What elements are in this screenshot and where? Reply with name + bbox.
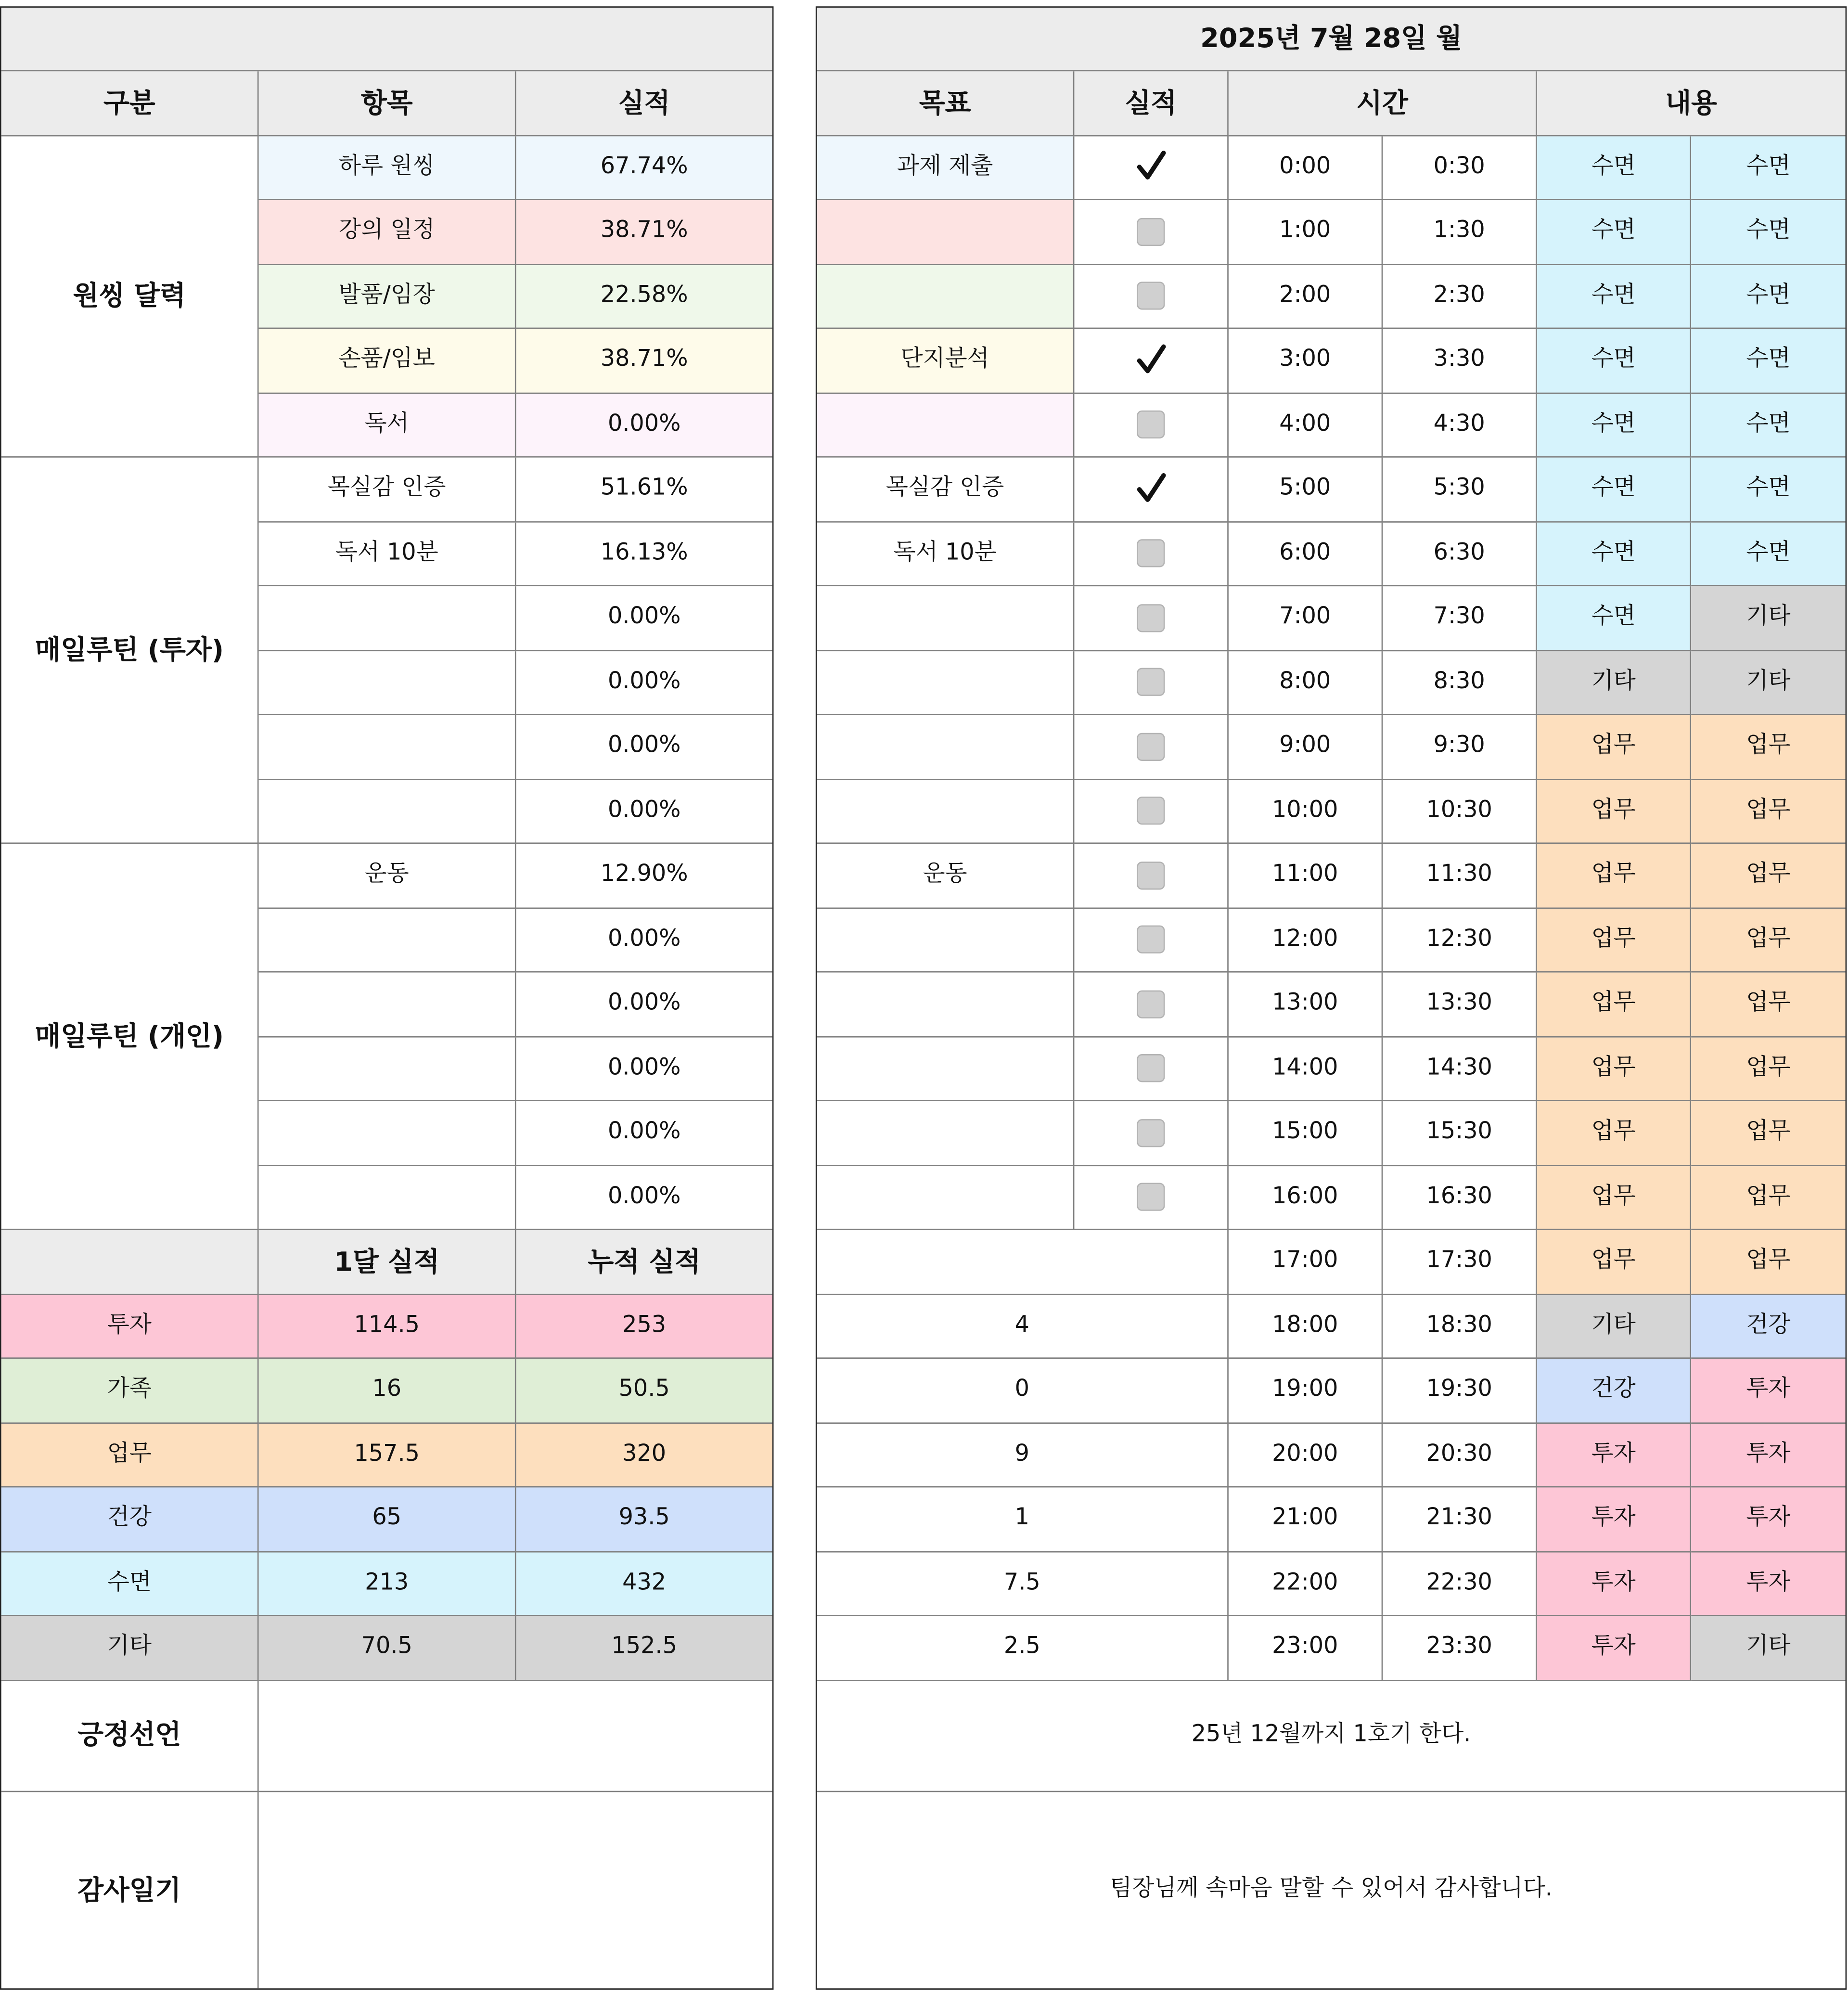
category-label: 매일루틴 (개인) (1, 844, 259, 1230)
summary-month-value: 114.5 (259, 1294, 516, 1359)
checkbox-icon[interactable] (1137, 604, 1165, 632)
goal-cell[interactable] (817, 908, 1074, 973)
time-slot: 0:30 (1383, 136, 1537, 200)
goal-cell[interactable]: 목실감 인증 (817, 458, 1074, 522)
summary-hours: 9 (817, 1423, 1228, 1488)
checkmark-icon[interactable] (1134, 473, 1168, 506)
time-slot: 14:00 (1229, 1037, 1383, 1101)
check-cell[interactable] (1074, 1037, 1228, 1101)
item-label: 손품/임보 (259, 329, 516, 393)
summary-total-value: 152.5 (516, 1616, 772, 1681)
item-value: 0.00% (516, 1101, 772, 1166)
summary-hours: 2.5 (817, 1616, 1228, 1681)
summary-month-value: 213 (259, 1552, 516, 1616)
summary-title-bar (1, 8, 772, 71)
activity-cell[interactable]: 기타 (1691, 586, 1845, 651)
activity-cell[interactable]: 투자 (1691, 1423, 1845, 1488)
activity-cell[interactable]: 수면 (1691, 136, 1845, 200)
affirmation-text: 25년 12월까지 1호기 한다. (817, 1681, 1845, 1791)
goal-cell[interactable] (817, 265, 1074, 329)
check-cell[interactable] (1074, 586, 1228, 651)
activity-cell[interactable]: 업무 (1691, 844, 1845, 908)
gratitude-label: 감사일기 (1, 1791, 259, 1988)
item-label (259, 1166, 516, 1230)
item-label: 독서 (259, 393, 516, 458)
activity-cell[interactable]: 기타 (1537, 1294, 1691, 1359)
activity-cell[interactable]: 수면 (1691, 458, 1845, 522)
activity-cell[interactable]: 업무 (1691, 1166, 1845, 1230)
activity-cell[interactable]: 기타 (1537, 651, 1691, 715)
time-slot: 10:00 (1229, 779, 1383, 844)
time-slot: 22:30 (1383, 1552, 1537, 1616)
item-label: 하루 원씽 (259, 136, 516, 200)
activity-cell[interactable]: 수면 (1537, 136, 1691, 200)
summary-header: 누적 실적 (516, 1230, 772, 1295)
activity-cell[interactable]: 수면 (1691, 522, 1845, 586)
item-label (259, 973, 516, 1037)
affirmation-label: 긍정선언 (1, 1681, 259, 1791)
activity-cell[interactable]: 업무 (1691, 973, 1845, 1037)
summary-category: 투자 (1, 1294, 259, 1359)
time-slot: 17:00 (1229, 1230, 1383, 1295)
item-value: 38.71% (516, 329, 772, 393)
time-slot: 20:00 (1229, 1423, 1383, 1488)
time-slot: 23:30 (1383, 1616, 1537, 1681)
item-value: 0.00% (516, 973, 772, 1037)
category-label: 매일루틴 (투자) (1, 458, 259, 844)
checkbox-icon[interactable] (1137, 218, 1165, 245)
time-slot: 16:00 (1229, 1166, 1383, 1230)
summary-panel (0, 6, 773, 1990)
activity-cell[interactable]: 업무 (1537, 1166, 1691, 1230)
goal-cell[interactable] (817, 1166, 1074, 1230)
activity-cell[interactable]: 투자 (1537, 1616, 1691, 1681)
time-slot: 15:00 (1229, 1101, 1383, 1166)
time-slot: 8:30 (1383, 651, 1537, 715)
time-slot: 4:30 (1383, 393, 1537, 458)
goal-cell[interactable] (817, 715, 1074, 780)
summary-month-value: 157.5 (259, 1423, 516, 1488)
time-slot: 5:00 (1229, 458, 1383, 522)
time-slot: 7:30 (1383, 586, 1537, 651)
summary-header: 1달 실적 (259, 1230, 516, 1295)
item-label (259, 715, 516, 780)
activity-cell[interactable]: 수면 (1691, 329, 1845, 393)
summary-month-value: 16 (259, 1359, 516, 1423)
checkbox-icon[interactable] (1137, 862, 1165, 889)
checkbox-icon[interactable] (1137, 540, 1165, 567)
summary-category: 수면 (1, 1552, 259, 1616)
item-value: 12.90% (516, 844, 772, 908)
item-value: 0.00% (516, 779, 772, 844)
summary-total-value: 320 (516, 1423, 772, 1488)
activity-cell[interactable]: 업무 (1537, 1101, 1691, 1166)
column-header: 항목 (259, 71, 516, 136)
item-value: 0.00% (516, 651, 772, 715)
item-label (259, 1037, 516, 1101)
activity-cell[interactable]: 업무 (1691, 1101, 1845, 1166)
time-slot: 5:30 (1383, 458, 1537, 522)
activity-cell[interactable]: 건강 (1691, 1294, 1845, 1359)
summary-hours (817, 1230, 1228, 1295)
activity-cell[interactable]: 수면 (1537, 458, 1691, 522)
time-slot: 0:00 (1229, 136, 1383, 200)
item-value: 0.00% (516, 1166, 772, 1230)
item-label: 독서 10분 (259, 522, 516, 586)
item-value: 22.58% (516, 265, 772, 329)
time-slot: 2:00 (1229, 265, 1383, 329)
time-slot: 17:30 (1383, 1230, 1537, 1295)
checkbox-icon[interactable] (1137, 733, 1165, 760)
item-label: 목실감 인증 (259, 458, 516, 522)
activity-cell[interactable]: 업무 (1691, 1230, 1845, 1295)
category-label: 원씽 달력 (1, 136, 259, 458)
time-slot: 3:00 (1229, 329, 1383, 393)
activity-cell[interactable]: 투자 (1691, 1487, 1845, 1552)
summary-hours: 0 (817, 1359, 1228, 1423)
check-cell[interactable] (1074, 522, 1228, 586)
activity-cell[interactable]: 투자 (1691, 1359, 1845, 1423)
activity-cell[interactable]: 투자 (1537, 1552, 1691, 1616)
checkbox-icon[interactable] (1137, 926, 1165, 953)
check-cell[interactable] (1074, 329, 1228, 393)
check-cell[interactable] (1074, 844, 1228, 908)
item-label: 운동 (259, 844, 516, 908)
time-slot: 9:30 (1383, 715, 1537, 780)
time-slot: 12:00 (1229, 908, 1383, 973)
time-slot: 1:30 (1383, 200, 1537, 265)
column-header: 목표 (817, 71, 1074, 136)
activity-cell[interactable]: 수면 (1537, 329, 1691, 393)
check-cell[interactable] (1074, 651, 1228, 715)
time-slot: 11:00 (1229, 844, 1383, 908)
activity-cell[interactable]: 업무 (1537, 715, 1691, 780)
goal-cell[interactable]: 운동 (817, 844, 1074, 908)
time-slot: 8:00 (1229, 651, 1383, 715)
checkbox-icon[interactable] (1137, 1183, 1165, 1211)
time-slot: 21:00 (1229, 1487, 1383, 1552)
activity-cell[interactable]: 기타 (1691, 651, 1845, 715)
checkbox-icon[interactable] (1137, 797, 1165, 825)
check-cell[interactable] (1074, 200, 1228, 265)
goal-cell[interactable] (817, 200, 1074, 265)
date-title: 2025년 7월 28일 월 (817, 8, 1845, 71)
activity-cell[interactable]: 업무 (1691, 908, 1845, 973)
check-cell[interactable] (1074, 779, 1228, 844)
time-slot: 21:30 (1383, 1487, 1537, 1552)
time-slot: 9:00 (1229, 715, 1383, 780)
time-slot: 6:00 (1229, 522, 1383, 586)
column-header: 내용 (1537, 71, 1846, 136)
time-slot: 22:00 (1229, 1552, 1383, 1616)
checkbox-icon[interactable] (1137, 1055, 1165, 1082)
summary-hours: 1 (817, 1487, 1228, 1552)
time-slot: 13:30 (1383, 973, 1537, 1037)
goal-cell[interactable] (817, 1037, 1074, 1101)
activity-cell[interactable]: 투자 (1537, 1487, 1691, 1552)
time-slot: 14:30 (1383, 1037, 1537, 1101)
time-slot: 2:30 (1383, 265, 1537, 329)
time-slot: 18:00 (1229, 1294, 1383, 1359)
check-cell[interactable] (1074, 136, 1228, 200)
item-value: 67.74% (516, 136, 772, 200)
gratitude-input[interactable] (259, 1791, 772, 1988)
check-cell[interactable] (1074, 973, 1228, 1037)
activity-cell[interactable]: 업무 (1537, 1037, 1691, 1101)
activity-cell[interactable]: 업무 (1537, 779, 1691, 844)
time-slot: 3:30 (1383, 329, 1537, 393)
activity-cell[interactable]: 수면 (1537, 522, 1691, 586)
check-cell[interactable] (1074, 393, 1228, 458)
goal-cell[interactable]: 과제 제출 (817, 136, 1074, 200)
summary-month-value: 70.5 (259, 1616, 516, 1681)
summary-month-value: 65 (259, 1487, 516, 1552)
item-label (259, 651, 516, 715)
check-cell[interactable] (1074, 458, 1228, 522)
time-slot: 15:30 (1383, 1101, 1537, 1166)
item-label: 발품/임장 (259, 265, 516, 329)
time-slot: 18:30 (1383, 1294, 1537, 1359)
item-value: 38.71% (516, 200, 772, 265)
activity-cell[interactable]: 업무 (1691, 715, 1845, 780)
check-cell[interactable] (1074, 715, 1228, 780)
time-slot: 19:00 (1229, 1359, 1383, 1423)
item-label (259, 1101, 516, 1166)
summary-category: 기타 (1, 1616, 259, 1681)
item-value: 0.00% (516, 1037, 772, 1101)
checkmark-icon[interactable] (1134, 344, 1168, 377)
time-slot: 16:30 (1383, 1166, 1537, 1230)
time-slot: 1:00 (1229, 200, 1383, 265)
item-label (259, 908, 516, 973)
summary-category: 업무 (1, 1423, 259, 1488)
summary-hours: 4 (817, 1294, 1228, 1359)
activity-cell[interactable]: 수면 (1537, 265, 1691, 329)
time-slot: 20:30 (1383, 1423, 1537, 1488)
activity-cell[interactable]: 투자 (1691, 1552, 1845, 1616)
activity-cell[interactable]: 수면 (1691, 200, 1845, 265)
summary-header (1, 1230, 259, 1295)
summary-category: 건강 (1, 1487, 259, 1552)
checkbox-icon[interactable] (1137, 990, 1165, 1018)
goal-cell[interactable] (817, 651, 1074, 715)
activity-cell[interactable]: 기타 (1691, 1616, 1845, 1681)
activity-cell[interactable]: 업무 (1537, 908, 1691, 973)
goal-cell[interactable] (817, 779, 1074, 844)
checkbox-icon[interactable] (1137, 411, 1165, 438)
activity-cell[interactable]: 수면 (1537, 586, 1691, 651)
time-slot: 4:00 (1229, 393, 1383, 458)
time-slot: 19:30 (1383, 1359, 1537, 1423)
goal-cell[interactable] (817, 1101, 1074, 1166)
activity-cell[interactable]: 수면 (1537, 393, 1691, 458)
summary-total-value: 50.5 (516, 1359, 772, 1423)
checkmark-icon[interactable] (1134, 151, 1168, 184)
activity-cell[interactable]: 수면 (1691, 393, 1845, 458)
time-slot: 6:30 (1383, 522, 1537, 586)
activity-cell[interactable]: 업무 (1537, 1230, 1691, 1295)
time-slot: 7:00 (1229, 586, 1383, 651)
column-header: 실적 (516, 71, 772, 136)
check-cell[interactable] (1074, 908, 1228, 973)
activity-cell[interactable]: 수면 (1691, 265, 1845, 329)
activity-cell[interactable]: 업무 (1691, 1037, 1845, 1101)
summary-total-value: 253 (516, 1294, 772, 1359)
daily-schedule-panel (816, 6, 1847, 1990)
activity-cell[interactable]: 업무 (1691, 779, 1845, 844)
summary-category: 가족 (1, 1359, 259, 1423)
check-cell[interactable] (1074, 265, 1228, 329)
time-slot: 12:30 (1383, 908, 1537, 973)
activity-cell[interactable]: 업무 (1537, 844, 1691, 908)
goal-cell[interactable] (817, 393, 1074, 458)
check-cell[interactable] (1074, 1166, 1228, 1230)
item-value: 16.13% (516, 522, 772, 586)
goal-cell[interactable]: 단지분석 (817, 329, 1074, 393)
summary-total-value: 432 (516, 1552, 772, 1616)
goal-cell[interactable]: 독서 10분 (817, 522, 1074, 586)
item-label (259, 586, 516, 651)
item-value: 0.00% (516, 715, 772, 780)
activity-cell[interactable]: 업무 (1537, 973, 1691, 1037)
column-header: 실적 (1074, 71, 1228, 136)
activity-cell[interactable]: 투자 (1537, 1423, 1691, 1488)
time-slot: 10:30 (1383, 779, 1537, 844)
item-label (259, 779, 516, 844)
time-slot: 23:00 (1229, 1616, 1383, 1681)
item-value: 0.00% (516, 393, 772, 458)
column-header: 구분 (1, 71, 259, 136)
activity-cell[interactable]: 건강 (1537, 1359, 1691, 1423)
column-header: 시간 (1229, 71, 1537, 136)
time-slot: 13:00 (1229, 973, 1383, 1037)
goal-cell[interactable] (817, 586, 1074, 651)
checkbox-icon[interactable] (1137, 282, 1165, 310)
checkbox-icon[interactable] (1137, 1119, 1165, 1146)
item-value: 0.00% (516, 586, 772, 651)
summary-total-value: 93.5 (516, 1487, 772, 1552)
item-label: 강의 일정 (259, 200, 516, 265)
goal-cell[interactable] (817, 973, 1074, 1037)
time-slot: 11:30 (1383, 844, 1537, 908)
item-value: 51.61% (516, 458, 772, 522)
activity-cell[interactable]: 수면 (1537, 200, 1691, 265)
affirmation-input[interactable] (259, 1681, 772, 1791)
item-value: 0.00% (516, 908, 772, 973)
checkbox-icon[interactable] (1137, 668, 1165, 696)
gratitude-text: 팀장님께 속마음 말할 수 있어서 감사합니다. (1110, 1875, 1553, 1903)
summary-hours: 7.5 (817, 1552, 1228, 1616)
check-cell[interactable] (1074, 1101, 1228, 1166)
